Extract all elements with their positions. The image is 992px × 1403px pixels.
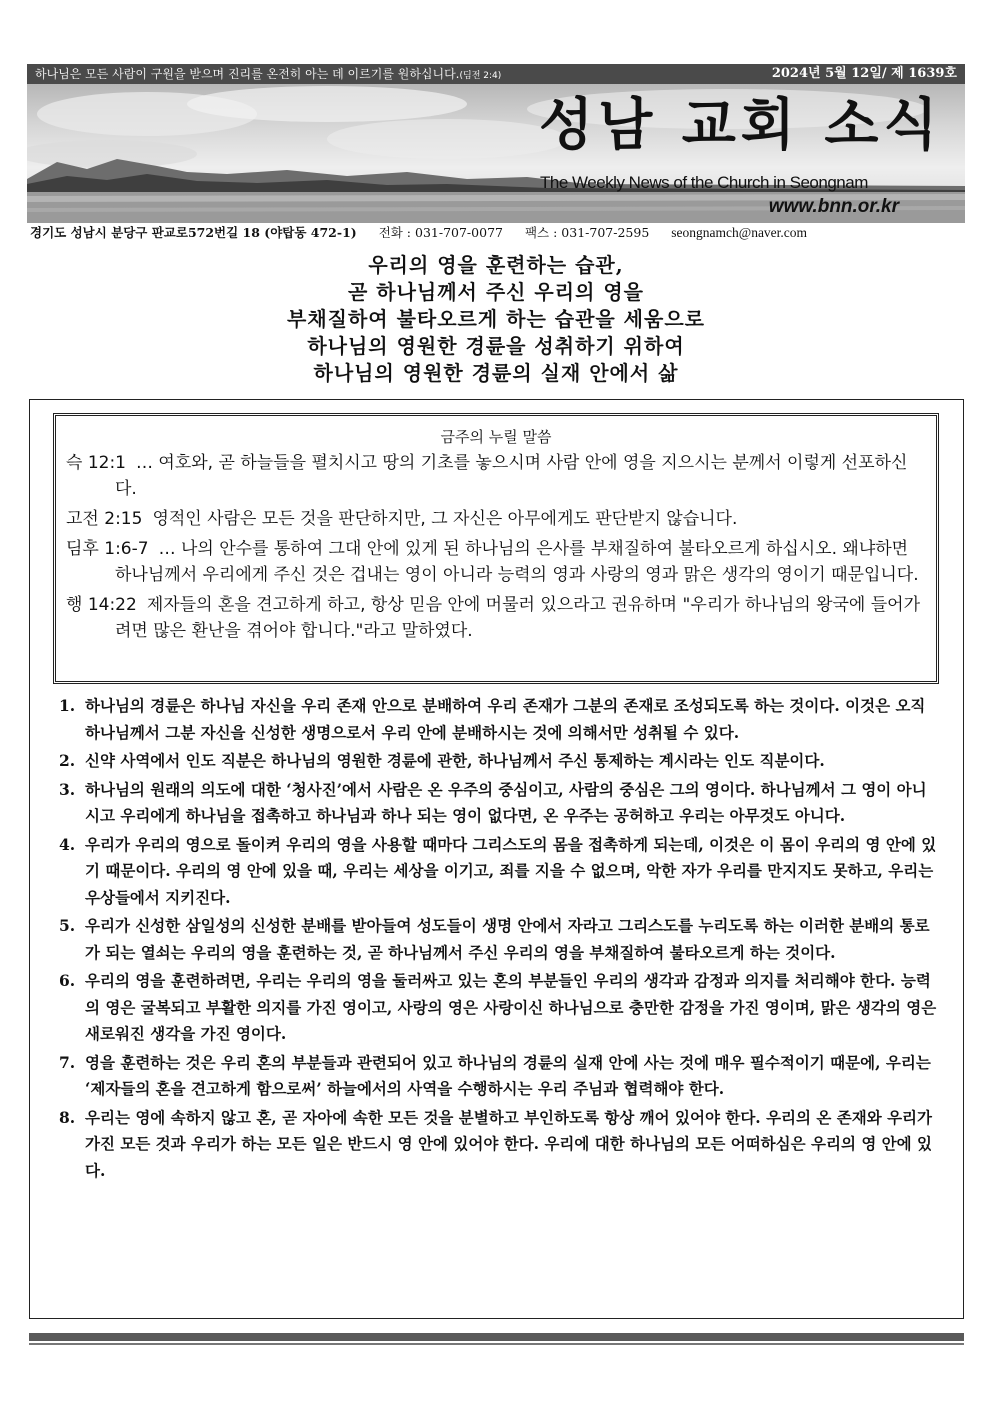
point-number: 8. [59,1107,76,1127]
newsletter-subtitle: The Weekly News of the Church in Seongnam [540,173,868,192]
headline-line: 하나님의 영원한 경륜을 성취하기 위하여 [307,334,685,358]
point-number: 1. [59,696,76,715]
point-text: 우리가 우리의 영으로 돌이켜 우리의 영을 사용할 때마다 그리스도의 몸을 접촉하게 되는데, 이것은 이 몸이 우리의 영 안에 있기 때문이다. 우리의 영 안에 있을 때, 우리는 세상을 이기고, 죄를 지을 수 없으며, 악한 자가 우리를 만지지도 못하고, 우리는 우상들에서 지키진다. [85,834,937,907]
top-banner-bar [27,64,965,84]
headline-line: 곧 하나님께서 주신 우리의 영을 [347,280,644,304]
point-text: 우리의 영을 훈련하려면, 우리는 우리의 영을 둘러싸고 있는 혼의 부분들인 우리의 생각과 감정과 의지를 처리해야 한다. 능력의 영은 굴복되고 부활한 의지를 가진 영이고, 사랑의 영은 사랑이신 하나님으로 충만한 감정을 가진 영이며, 맑은 생각의 영은 새로워진 생각을 가진 영이다. [85,971,937,1043]
verse-item [66,450,926,502]
point-text: 우리가 신성한 삼일성의 신성한 분배를 받아들여 성도들이 생명 안에서 자라고 그리스도를 누리도록 하는 이러한 분배의 통로가 되는 열쇠는 우리의 영을 훈련하는 것, 곧 하나님께서 주신 우리의 영을 부채질하여 불타오르게 하는 것이다. [85,916,930,962]
list-item [59,913,937,966]
headline-line: 부채질하여 불타오르게 하는 습관을 세움으로 [287,307,705,331]
verse-ref: 고전 2:15 [66,509,143,529]
point-number: 3. [59,779,76,799]
newsletter-title: 성남 교회 소식 [539,93,943,158]
list-item [59,777,937,830]
verse-ref: 딤후 1:6-7 [66,539,149,559]
point-number: 5. [59,916,76,935]
masthead-banner [27,84,965,223]
verse-item [66,506,926,532]
point-text: 하나님의 경륜은 하나님 자신을 우리 존재 안으로 분배하여 우리 존재가 그분의 존재로 조성되도록 하는 것이다. 이것은 오직 하나님께서 그분 자신을 신성한 생명으로서 우리 안에 분배하시는 것에 의해서만 성취될 수 있다. [85,696,926,742]
list-item [59,1050,937,1103]
point-text: 영을 훈련하는 것은 우리 혼의 부분들과 관련되어 있고 하나님의 경륜의 실재 안에 사는 것에 매우 필수적이기 때문에, 우리는 ‘제자들의 혼을 견고하게 함으로써’ 하늘에서의 사역을 수행하시는 우리 주님과 협력해야 한다. [85,1052,931,1098]
point-number: 7. [59,1052,76,1072]
footer-rule-thin [29,1343,964,1345]
point-text: 우리는 영에 속하지 않고 혼, 곧 자아에 속한 모든 것을 분별하고 부인하도록 항상 깨어 있어야 한다. 우리의 온 존재와 우리가 가진 모든 것과 우리가 하는 모든 일은 반드시 영 안에 있어야 한다. 우리에 대한 하나님의 모든 어떠하심은 우리의 영 안에 있다. [85,1107,933,1180]
point-number: 6. [59,971,76,990]
verse-text: … 나의 안수를 통하여 그대 안에 있게 된 하나님의 은사를 부채질하여 불타오르게 하십시오. 왜냐하면 하나님께서 우리에게 주신 것은 겁내는 영이 아니라 능력의 영과 사랑의 영과 맑은 생각의 영이기 때문입니다. [115,539,919,585]
verse-text: 영적인 사람은 모든 것을 판단하지만, 그 자신은 아무에게도 판단받지 않습니다. [152,509,738,529]
weekly-verses-box [53,413,939,684]
list-item [59,748,937,775]
phone-number: 전화 : 031-707-0077 [378,225,503,240]
verse-text: 제자들의 혼을 견고하게 하고, 항상 믿음 안에 머물러 있으라고 권유하며 "우리가 하나님의 왕국에 들어가려면 많은 환난을 겪어야 합니다."라고 말하였다. [115,595,921,641]
verse-item [66,592,926,644]
verses-title: 금주의 누릴 말씀 [440,428,552,446]
verse-text: … 여호와, 곧 하늘들을 펼치시고 땅의 기초를 놓으시며 사람 안에 영을 지으시는 분께서 이렇게 선포하신다. [115,453,908,499]
point-text: 신약 사역에서 인도 직분은 하나님의 영원한 경륜에 관한, 하나님께서 주신 통제하는 계시라는 인도 직분이다. [85,751,825,770]
verse-ref: 슥 12:1 [66,453,127,473]
list-item [59,693,937,746]
top-verse-text: 하나님은 모든 사람이 구원을 받으며 진리를 온전히 아는 데 이르기를 원하십니다. [35,67,460,81]
church-address: 경기도 성남시 분당구 판교로572번길 18 (야탑동 472-1) [30,225,357,240]
email-address[interactable]: seongnamch@naver.com [671,225,808,240]
point-number: 4. [59,834,76,854]
point-text: 하나님의 원래의 의도에 대한 ‘청사진’에서 사람은 온 우주의 중심이고, 사람의 중심은 그의 영이다. 하나님께서 그 영이 아니시고 우리에게 하나님을 접촉하고 하나님과 하나 되는 영이 없다면, 온 우주는 공허하고 우리는 아무것도 아니다. [85,779,927,825]
top-verse-ref: (딤전 2:4) [459,71,502,81]
headline-line: 하나님의 영원한 경륜의 실재 안에서 삶 [313,361,679,385]
list-item [59,1105,937,1185]
headline-line: 우리의 영을 훈련하는 습관, [368,253,624,277]
headline-block [0,252,992,387]
website-link[interactable]: www.bnn.or.kr [768,196,899,217]
point-number: 2. [59,751,76,770]
top-verse [35,64,501,84]
list-item [59,968,937,1048]
footer-rule [29,1333,964,1341]
contact-line [30,224,960,242]
list-item [59,832,937,912]
fax-number: 팩스 : 031-707-2595 [524,225,650,240]
outline-points [59,693,937,1186]
verse-ref: 행 14:22 [66,595,137,615]
verse-item [66,536,926,588]
issue-date: 2024년 5월 12일/ 제 1639호 [771,66,957,81]
